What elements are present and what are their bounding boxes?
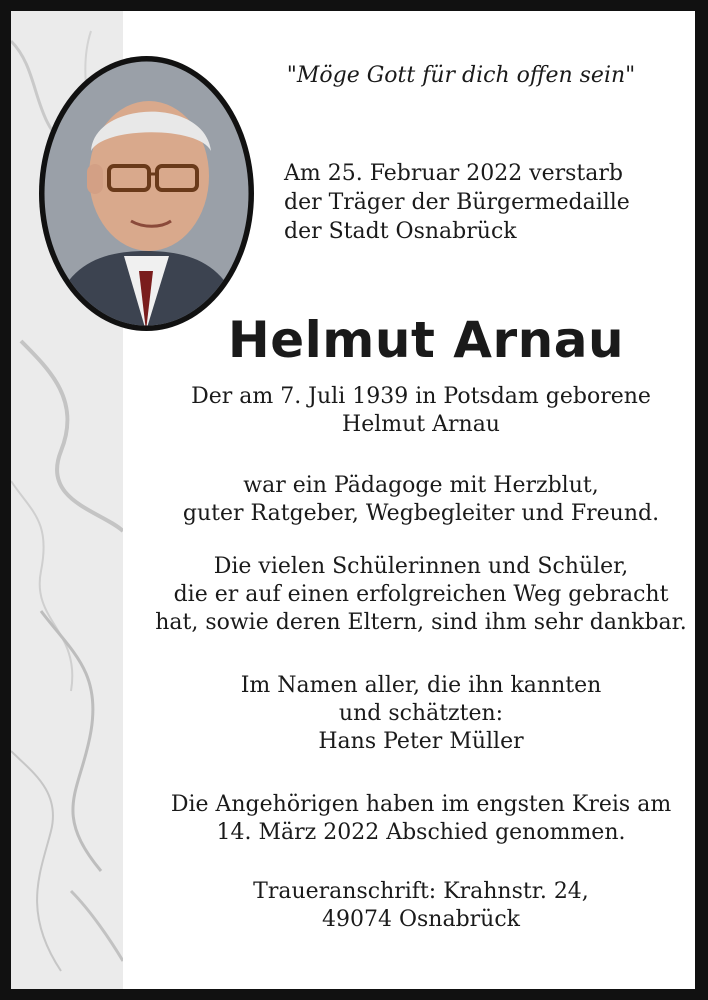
- tribute-line: guter Ratgeber, Wegbegleiter und Freund.: [182, 501, 660, 526]
- death-line: der Träger der Bürgermedaille: [284, 190, 630, 215]
- birth-line: Der am 7. Juli 1939 in Potsdam geborene: [191, 384, 651, 409]
- address-line: 49074 Osnabrück: [321, 907, 520, 932]
- address-line: Traueranschrift: Krahnstr. 24,: [253, 879, 589, 904]
- farewell-line: 14. März 2022 Abschied genommen.: [216, 820, 626, 845]
- birth-text: [141, 383, 695, 439]
- motto-quote: "Möge Gott für dich offen sein": [286, 63, 636, 88]
- students-line: Die vielen Schülerinnen und Schüler,: [213, 554, 629, 579]
- signature-line: und schätzten:: [338, 701, 504, 726]
- address-text: [141, 878, 695, 934]
- farewell-line: Die Angehörigen haben im engsten Kreis am: [170, 792, 672, 817]
- signature-name: Hans Peter Müller: [318, 729, 524, 754]
- obituary-card: [11, 11, 695, 989]
- death-notice: [284, 159, 630, 246]
- death-line: Am 25. Februar 2022 verstarb: [284, 161, 623, 186]
- birth-line: Helmut Arnau: [342, 412, 500, 437]
- tribute-text: [141, 472, 695, 528]
- death-line: der Stadt Osnabrück: [284, 219, 517, 244]
- portrait-photo: [39, 56, 254, 331]
- students-line: die er auf einen erfolgreichen Weg gebracht: [173, 582, 669, 607]
- tribute-line: war ein Pädagoge mit Herzblut,: [243, 473, 599, 498]
- students-text: [141, 553, 695, 637]
- signature-text: [141, 672, 695, 756]
- signature-line: Im Namen aller, die ihn kannten: [240, 673, 602, 698]
- farewell-text: [141, 791, 695, 847]
- portrait-image: [39, 56, 254, 331]
- students-line: hat, sowie deren Eltern, sind ihm sehr dankbar.: [155, 610, 687, 635]
- deceased-name: Helmut Arnau: [227, 311, 625, 369]
